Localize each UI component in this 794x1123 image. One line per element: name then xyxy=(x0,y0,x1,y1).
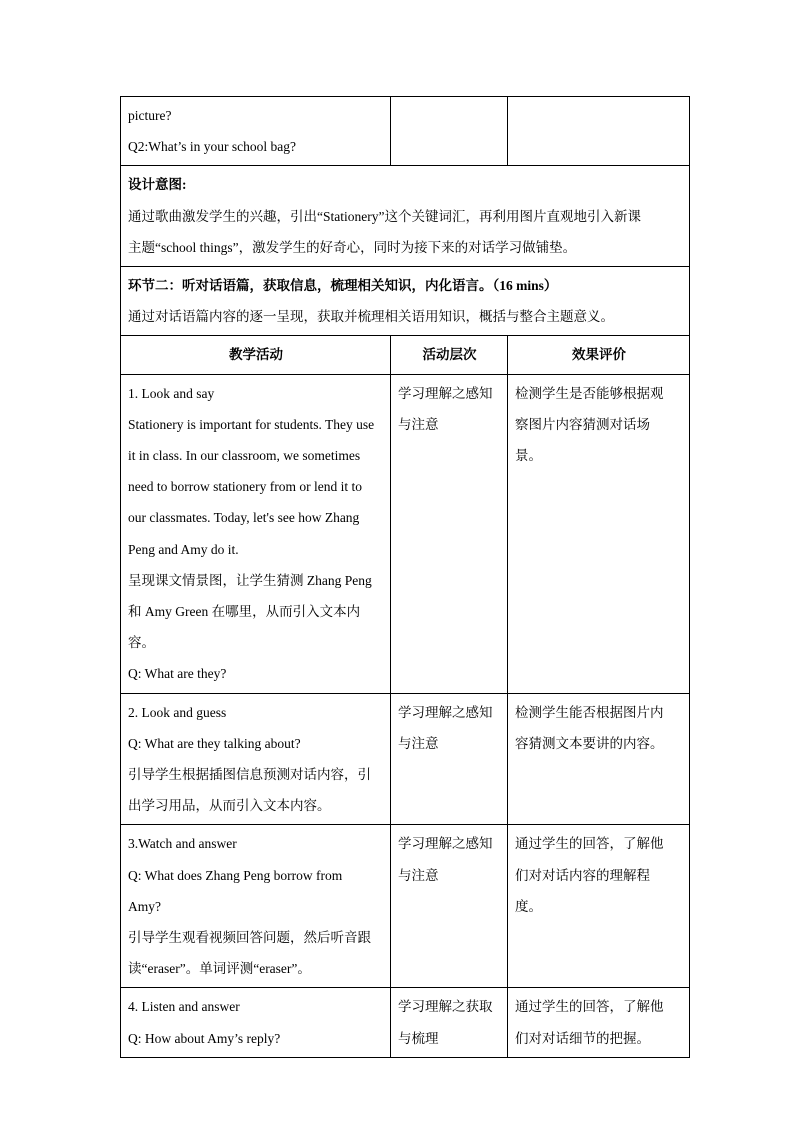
text-line: 和 Amy Green 在哪里，从而引入文本内 xyxy=(128,604,361,620)
text-line: 学习理解之感知 xyxy=(398,385,493,401)
table-row xyxy=(121,374,690,693)
section-description: 通过对话语篇内容的逐一呈现，获取并梳理相关语用知识，概括与整合主题意义。 xyxy=(128,309,614,325)
text-line: 度。 xyxy=(515,898,542,914)
activity-cell xyxy=(121,97,391,166)
text-line: 通过学生的回答，了解他 xyxy=(515,836,664,852)
table-row xyxy=(121,988,690,1057)
table-row xyxy=(121,97,690,166)
text-line: 察图片内容猜测对话场 xyxy=(515,416,650,432)
section-title: 环节二：听对话语篇，获取信息，梳理相关知识，内化语言。（16 mins） xyxy=(128,278,558,294)
evaluation-cell xyxy=(508,374,690,693)
text-line: Q: What are they talking about? xyxy=(128,735,301,751)
activity-cell xyxy=(121,988,391,1057)
text-line: 与注意 xyxy=(398,735,439,751)
design-intent-cell xyxy=(121,166,690,267)
section-header-cell xyxy=(121,267,690,336)
level-cell xyxy=(391,97,508,166)
text-line: Amy? xyxy=(128,898,161,914)
text-line: picture? xyxy=(128,108,172,123)
text-line: 出学习用品，从而引入文本内容。 xyxy=(128,798,331,814)
text-line: 检测学生能否根据图片内 xyxy=(515,704,664,720)
activity-cell xyxy=(121,374,391,693)
text-line: 引导学生观看视频回答问题，然后听音跟 xyxy=(128,930,371,946)
table-row xyxy=(121,693,690,825)
text-line: 1. Look and say xyxy=(128,385,215,401)
text-line: 通过学生的回答，了解他 xyxy=(515,999,664,1015)
text-line: Q2:What’s in your school bag? xyxy=(128,139,296,155)
text-line: Q: What are they? xyxy=(128,666,227,682)
text-line: 检测学生是否能够根据观 xyxy=(515,385,664,401)
evaluation-cell xyxy=(508,97,690,166)
evaluation-cell xyxy=(508,693,690,825)
text-line: Q: What does Zhang Peng borrow from xyxy=(128,867,343,883)
column-header-activity: 教学活动 xyxy=(121,336,391,374)
text-line: 学习理解之感知 xyxy=(398,704,493,720)
text-line: 3.Watch and answer xyxy=(128,836,237,852)
text-line: Q: How about Amy’s reply? xyxy=(128,1030,281,1046)
evaluation-cell xyxy=(508,988,690,1057)
text-line: need to borrow stationery from or lend it to xyxy=(128,479,362,495)
text-line: 通过歌曲激发学生的兴趣，引出“Stationery”这个关键词汇，再利用图片直观地引入新课 xyxy=(128,208,641,224)
design-intent-title: 设计意图: xyxy=(128,177,187,193)
text-line: Stationery is important for students. They use xyxy=(128,416,375,432)
text-line: 学习理解之获取 xyxy=(398,999,493,1015)
table-row xyxy=(121,825,690,988)
column-header-evaluation: 效果评价 xyxy=(508,336,690,374)
text-line: our classmates. Today, let's see how Zhang xyxy=(128,510,360,526)
text-line: 与注意 xyxy=(398,867,439,883)
level-cell xyxy=(391,374,508,693)
text-line: 景。 xyxy=(515,448,542,464)
text-line: 与注意 xyxy=(398,416,439,432)
text-line: 2. Look and guess xyxy=(128,704,227,720)
text-line: Peng and Amy do it. xyxy=(128,541,239,557)
text-line: 容。 xyxy=(128,635,155,651)
text-line: 们对对话细节的把握。 xyxy=(515,1030,650,1046)
text-line: 主题“school things”，激发学生的好奇心，同时为接下来的对话学习做铺垫。 xyxy=(128,239,577,255)
text-line: 容猜测文本要讲的内容。 xyxy=(515,735,664,751)
level-cell xyxy=(391,988,508,1057)
text-line: 读“eraser”。单词评测“eraser”。 xyxy=(128,961,311,977)
text-line: it in class. In our classroom, we sometimes xyxy=(128,448,361,464)
column-header-row xyxy=(121,336,690,374)
section-header-row xyxy=(121,267,690,336)
text-line: 引导学生根据插图信息预测对话内容，引 xyxy=(128,767,371,783)
text-line: 们对对话内容的理解程 xyxy=(515,867,650,883)
evaluation-cell xyxy=(508,825,690,988)
design-intent-row xyxy=(121,166,690,267)
activity-cell xyxy=(121,825,391,988)
text-line: 4. Listen and answer xyxy=(128,999,240,1015)
text-line: 与梳理 xyxy=(398,1030,439,1046)
level-cell xyxy=(391,825,508,988)
text-line: 呈现课文情景图，让学生猜测 Zhang Peng xyxy=(128,572,372,588)
level-cell xyxy=(391,693,508,825)
lesson-plan-table xyxy=(120,96,690,1058)
activity-cell xyxy=(121,693,391,825)
text-line: 学习理解之感知 xyxy=(398,836,493,852)
column-header-level: 活动层次 xyxy=(391,336,508,374)
